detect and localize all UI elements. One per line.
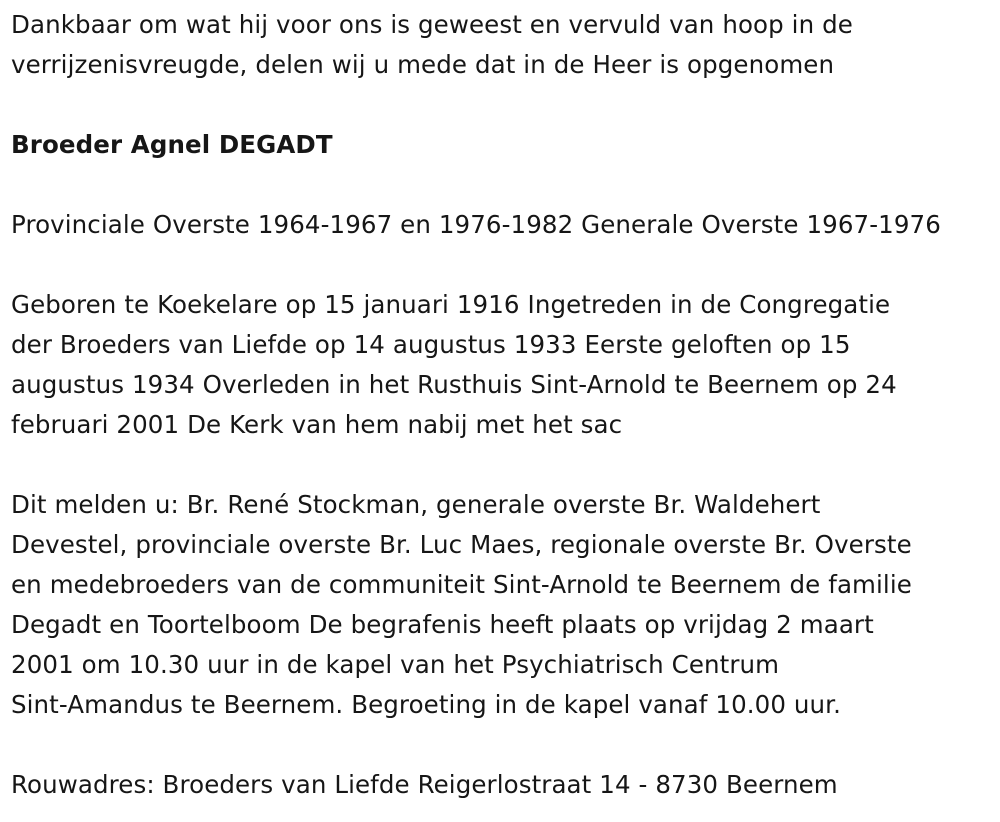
address-paragraph xyxy=(11,765,996,805)
announcement-line: en medebroeders van de communiteit Sint-Arnold te Beernem de familie xyxy=(11,570,912,599)
deceased-name-paragraph xyxy=(11,125,996,165)
intro-line: verrijzenisvreugde, delen wij u mede dat in de Heer is opgenomen xyxy=(11,50,835,79)
biography-line: der Broeders van Liefde op 14 augustus 1933 Eerste geloften op 15 xyxy=(11,330,851,359)
biography-line: augustus 1934 Overleden in het Rusthuis Sint-Arnold te Beernem op 24 xyxy=(11,370,897,399)
obituary-document xyxy=(11,5,996,805)
biography-line: Geboren te Koekelare op 15 januari 1916 Ingetreden in de Congregatie xyxy=(11,290,891,319)
announcement-line: Devestel, provinciale overste Br. Luc Maes, regionale overste Br. Overste xyxy=(11,530,912,559)
intro-paragraph xyxy=(11,5,996,85)
deceased-name: Broeder Agnel DEGADT xyxy=(11,130,333,159)
announcement-line: Dit melden u: Br. René Stockman, generale overste Br. Waldehert xyxy=(11,490,821,519)
biography-line: februari 2001 De Kerk van hem nabij met het sac xyxy=(11,410,623,439)
functions-paragraph xyxy=(11,205,996,245)
announcement-line: Degadt en Toortelboom De begrafenis heeft plaats op vrijdag 2 maart xyxy=(11,610,874,639)
intro-line: Dankbaar om wat hij voor ons is geweest en vervuld van hoop in de xyxy=(11,10,853,39)
announcement-paragraph xyxy=(11,485,996,725)
functions-text: Provinciale Overste 1964-1967 en 1976-1982 Generale Overste 1967-1976 xyxy=(11,210,941,239)
mourning-address: Rouwadres: Broeders van Liefde Reigerlostraat 14 - 8730 Beernem xyxy=(11,770,838,799)
announcement-line: 2001 om 10.30 uur in de kapel van het Psychiatrisch Centrum xyxy=(11,650,780,679)
announcement-line: Sint-Amandus te Beernem. Begroeting in de kapel vanaf 10.00 uur. xyxy=(11,690,841,719)
biography-paragraph xyxy=(11,285,996,445)
